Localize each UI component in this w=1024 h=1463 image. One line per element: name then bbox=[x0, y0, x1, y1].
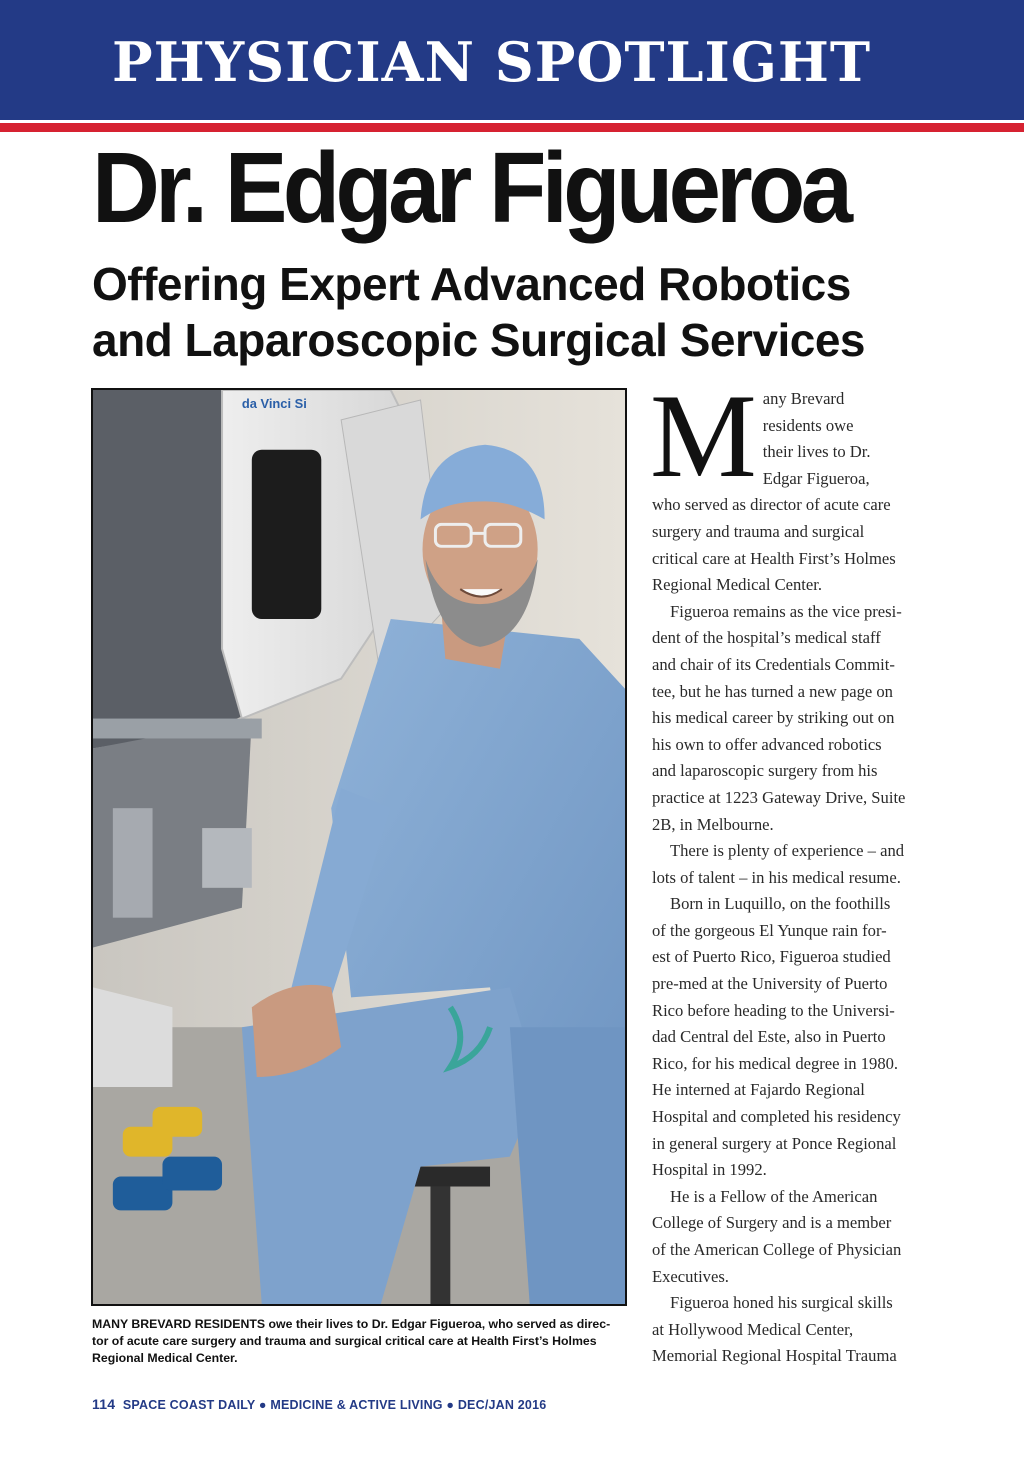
article-headline: Dr. Edgar Figueroa bbox=[92, 132, 849, 244]
text-line: their lives to Dr. bbox=[762, 442, 871, 462]
text-line: any Brevard bbox=[762, 389, 845, 408]
caption-line-3: Regional Medical Center. bbox=[92, 1351, 238, 1365]
text-line: Hospital and completed his residency bbox=[652, 1107, 901, 1127]
text-line: his medical career by striking out on bbox=[652, 708, 895, 728]
text-line: who served as director of acute care bbox=[652, 495, 891, 515]
paragraph-3 bbox=[652, 838, 937, 891]
text-line: Executives. bbox=[652, 1266, 729, 1286]
article-body bbox=[650, 369, 937, 1370]
text-line: Edgar Figueroa, bbox=[762, 468, 870, 488]
caption-line-2: tor of acute care surgery and trauma and surgical critical care at Health First’s Holmes bbox=[92, 1334, 597, 1348]
paragraph-6 bbox=[652, 1290, 937, 1370]
text-line: at Hollywood Medical Center, bbox=[652, 1319, 854, 1339]
text-line: of the gorgeous El Yunque rain for- bbox=[652, 920, 887, 940]
paragraph-2 bbox=[652, 599, 937, 838]
paragraph-4 bbox=[652, 891, 937, 1184]
page-number: 114 bbox=[92, 1396, 116, 1412]
section-title: PHYSICIAN SPOTLIGHT bbox=[112, 30, 872, 94]
banner-stripe-blue bbox=[0, 108, 1024, 120]
caption-lead: MANY BREVARD RESIDENTS bbox=[92, 1317, 266, 1331]
text-line: of the American College of Physician bbox=[652, 1240, 902, 1259]
text-line: Born in Luquillo, on the foothills bbox=[670, 894, 891, 914]
drop-cap: M bbox=[650, 369, 757, 502]
page-footer bbox=[92, 1396, 546, 1412]
text-line: Rico, for his medical degree in 1980. bbox=[652, 1053, 899, 1073]
text-line: Rico before heading to the Universi- bbox=[652, 1000, 895, 1020]
text-line: in general surgery at Ponce Regional bbox=[652, 1133, 897, 1153]
text-line: 2B, in Melbourne. bbox=[652, 814, 774, 834]
text-line: critical care at Health First’s Holmes bbox=[652, 548, 896, 568]
photo-caption bbox=[92, 1316, 627, 1367]
text-line: He interned at Fajardo Regional bbox=[652, 1080, 865, 1100]
text-line: dad Central del Este, also in Puerto bbox=[652, 1027, 886, 1047]
machine-brand-label: da Vinci Si bbox=[241, 395, 307, 411]
text-line: tee, but he has turned a new page on bbox=[652, 681, 893, 701]
text-line: lots of talent – in his medical resume. bbox=[652, 867, 901, 887]
text-line: and chair of its Credentials Commit- bbox=[652, 654, 895, 674]
caption-line-1: owe their lives to Dr. Edgar Figueroa, who served as direc- bbox=[265, 1317, 611, 1331]
text-line: est of Puerto Rico, Figueroa studied bbox=[652, 947, 891, 967]
publication-info: SPACE COAST DAILY ● MEDICINE & ACTIVE LIVING ● DEC/JAN 2016 bbox=[122, 1398, 547, 1412]
paragraph-1 bbox=[650, 369, 937, 599]
doctor-photo-illustration bbox=[93, 390, 625, 1304]
text-line: There is plenty of experience – and bbox=[670, 841, 905, 861]
text-line: dent of the hospital’s medical staff bbox=[652, 628, 881, 648]
text-line: pre-med at the University of Puerto bbox=[652, 974, 888, 994]
text-line: Figueroa honed his surgical skills bbox=[670, 1293, 893, 1313]
article-subheadline bbox=[92, 256, 972, 368]
paragraph-5 bbox=[652, 1184, 937, 1290]
text-line: Figueroa remains as the vice presi- bbox=[670, 601, 902, 621]
subhead-line-1: Offering Expert Advanced Robotics bbox=[92, 258, 851, 310]
text-line: He is a Fellow of the American bbox=[670, 1186, 878, 1206]
text-line: Regional Medical Center. bbox=[652, 575, 823, 595]
subhead-line-2: and Laparoscopic Surgical Services bbox=[92, 314, 865, 366]
text-line: and laparoscopic surgery from his bbox=[652, 761, 878, 781]
section-banner bbox=[0, 0, 1024, 108]
text-line: College of Surgery and is a member bbox=[652, 1213, 892, 1233]
text-line: practice at 1223 Gateway Drive, Suite bbox=[652, 787, 906, 807]
text-line: his own to offer advanced robotics bbox=[652, 734, 882, 754]
text-line: Hospital in 1992. bbox=[652, 1160, 767, 1180]
text-line: surgery and trauma and surgical bbox=[652, 521, 865, 541]
text-line: Memorial Regional Hospital Trauma bbox=[652, 1346, 897, 1366]
doctor-photo bbox=[91, 388, 627, 1306]
banner-stripe-red bbox=[0, 123, 1024, 132]
text-line: residents owe bbox=[762, 415, 854, 435]
